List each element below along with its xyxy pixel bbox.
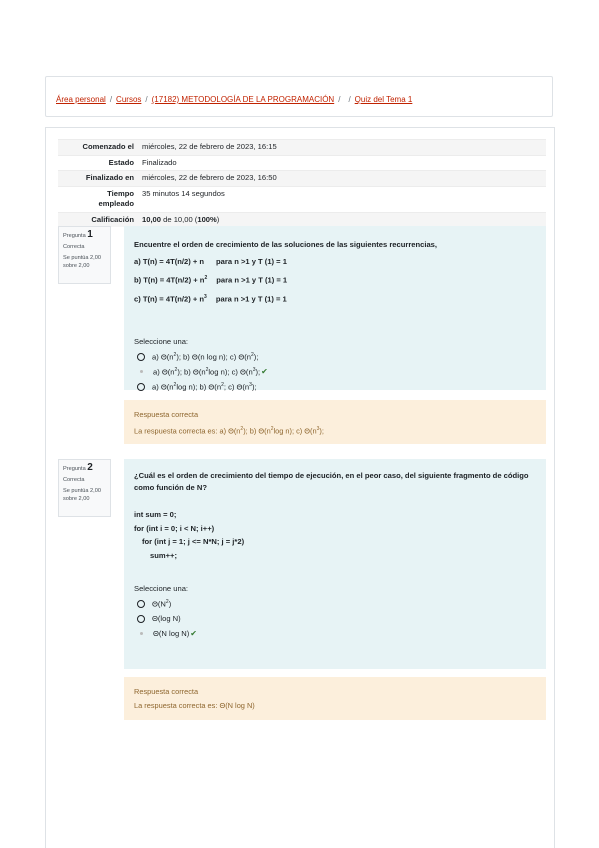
question-1-status: Correcta bbox=[63, 244, 85, 250]
radio-button[interactable] bbox=[137, 383, 145, 391]
recurrence-a bbox=[134, 254, 536, 270]
summary-row-state bbox=[58, 155, 546, 171]
question-2-status: Correcta bbox=[63, 477, 85, 483]
answer-option-c[interactable] bbox=[134, 379, 536, 394]
recurrence-b-prefix: b) T(n) = 4T(n/2) + n bbox=[134, 275, 205, 285]
question-2-grade: Se puntúa 2,00 sobre 2,00 bbox=[63, 488, 101, 502]
radio-button-selected[interactable] bbox=[140, 632, 143, 635]
grade-rest: de 10,00 ( bbox=[163, 214, 198, 224]
grade-close: ) bbox=[216, 214, 220, 224]
answer-option-nlogn[interactable] bbox=[134, 626, 536, 641]
summary-row-time bbox=[58, 186, 546, 212]
answer-option-text: $\Theta(N^2)$ bbox=[152, 598, 172, 609]
question-2-number-line bbox=[63, 464, 106, 473]
summary-finished-label: Finalizado en bbox=[58, 171, 138, 187]
breadcrumb-quiz-link[interactable]: Quiz del Tema 1 bbox=[354, 95, 413, 104]
grade-score: 10,00 bbox=[142, 214, 162, 224]
code-line-3: for (int j = 1; j <= N*N; j = j*2) bbox=[142, 537, 245, 546]
summary-time-label-2: empleado bbox=[98, 199, 134, 208]
question-2-formulation bbox=[124, 459, 546, 669]
radio-button-selected[interactable] bbox=[140, 370, 143, 373]
code-line-2: for (int i = 0; i < N; i++) bbox=[134, 523, 215, 533]
breadcrumb-separator: / bbox=[338, 95, 341, 104]
summary-row-started bbox=[58, 140, 546, 156]
breadcrumb-home-link[interactable]: Área personal bbox=[56, 95, 106, 104]
answer-option-text: Θ(N log N) bbox=[153, 629, 190, 638]
question-2-feedback-title: Respuesta correcta bbox=[134, 687, 199, 696]
question-1-statement: Encuentre el orden de crecimiento de las soluciones de las siguientes recurrencias, bbox=[134, 240, 438, 249]
recurrence-a-suffix: para n >1 y T (1) = 1 bbox=[216, 257, 287, 266]
question-1-text bbox=[134, 237, 536, 307]
check-icon: ✔ bbox=[261, 367, 268, 377]
code-line-1: int sum = 0; bbox=[134, 510, 177, 519]
summary-started-value: miércoles, 22 de febrero de 2023, 16:15 bbox=[138, 140, 546, 156]
summary-state-label: Estado bbox=[58, 155, 138, 171]
recurrence-c bbox=[134, 289, 536, 308]
question-2-answers bbox=[134, 596, 536, 641]
question-1-info bbox=[58, 226, 111, 284]
summary-row-finished bbox=[58, 171, 546, 187]
answer-option-logn[interactable] bbox=[134, 611, 536, 626]
question-1-feedback bbox=[124, 400, 546, 444]
question-1-label: Pregunta bbox=[63, 233, 86, 239]
question-2-info bbox=[58, 459, 111, 517]
recurrence-b bbox=[134, 270, 536, 289]
breadcrumb-separator: / bbox=[348, 95, 351, 104]
summary-time-label-1: Tiempo bbox=[107, 188, 134, 198]
summary-state-value: Finalizado bbox=[138, 155, 546, 171]
answer-option-n2[interactable] bbox=[134, 596, 536, 611]
breadcrumb-bar bbox=[45, 76, 553, 117]
recurrence-b-exponent: 2 bbox=[204, 275, 208, 281]
breadcrumb-separator: / bbox=[145, 95, 148, 104]
radio-button[interactable] bbox=[137, 353, 145, 361]
question-1-feedback-title: Respuesta correcta bbox=[134, 410, 199, 419]
question-1-number-line bbox=[63, 231, 106, 240]
grade-percent: 100% bbox=[197, 214, 217, 224]
summary-grade-value bbox=[138, 212, 546, 227]
question-1-feedback-text: La respuesta correcta es: a) $\Theta(n^2)$; b) $\Theta(n^2\log$ n); c) $\Theta(n^3)$; bbox=[134, 426, 324, 436]
attempt-summary-table bbox=[58, 139, 546, 227]
question-1-formulation bbox=[124, 226, 546, 390]
answer-option-text: a) $\Theta(n^2\log$ n); b) $\Theta(n^2$; c) $\Theta(n^3)$; bbox=[152, 381, 257, 392]
summary-finished-value: miércoles, 22 de febrero de 2023, 16:50 bbox=[138, 171, 546, 187]
check-icon: ✔ bbox=[190, 629, 197, 638]
code-snippet bbox=[134, 508, 536, 562]
answer-option-b[interactable] bbox=[134, 364, 536, 379]
summary-row-grade bbox=[58, 212, 546, 227]
question-2-prompt: Seleccione una: bbox=[134, 584, 189, 593]
recurrence-c-suffix: para n >1 y T (1) = 1 bbox=[215, 294, 287, 304]
breadcrumb-courses-link[interactable]: Cursos bbox=[116, 95, 142, 104]
recurrence-c-prefix: c) T(n) = 4T(n/2) + n bbox=[134, 294, 205, 304]
summary-started-label: Comenzado el bbox=[58, 140, 138, 156]
question-2-feedback-text: La respuesta correcta es: Θ(N log N) bbox=[134, 701, 255, 710]
question-1-grade: Se puntúa 2,00 sobre 2,00 bbox=[63, 255, 101, 269]
question-2-number: 2 bbox=[87, 462, 93, 473]
question-1-answers bbox=[134, 349, 536, 394]
breadcrumb-course-link[interactable]: (17182) METODOLOGÍA DE LA PROGRAMACIÓN bbox=[151, 95, 335, 104]
question-1-feedback-prefix: La respuesta correcta es: bbox=[134, 426, 218, 436]
answer-option-text: a) $\Theta(n^2)$; b) Θ(n log n); c) $\Theta(n^2)$; bbox=[152, 351, 259, 362]
summary-time-value: 35 minutos 14 segundos bbox=[138, 186, 546, 212]
summary-time-label bbox=[58, 186, 138, 212]
answer-option-text: a) $\Theta(n^2)$; b) $\Theta(n^2\log$ n); c) $\Theta(n^3)$; bbox=[153, 366, 261, 377]
question-2-label: Pregunta bbox=[63, 466, 86, 472]
breadcrumb-separator: / bbox=[109, 95, 113, 104]
question-1-number: 1 bbox=[87, 229, 93, 240]
radio-button[interactable] bbox=[137, 600, 145, 608]
question-2-statement: ¿Cuál es el orden de crecimiento del tiempo de ejecución, en el peor caso, del siguiente fragmento de código como función de N? bbox=[134, 471, 529, 492]
quiz-review-region bbox=[45, 127, 555, 848]
answer-option-a[interactable] bbox=[134, 349, 536, 364]
breadcrumb bbox=[56, 95, 412, 104]
summary-grade-label: Calificación bbox=[58, 212, 138, 227]
recurrence-a-prefix: a) T(n) = 4T(n/2) + n bbox=[134, 257, 205, 266]
recurrence-c-exponent: 3 bbox=[204, 293, 207, 300]
code-line-4: sum++; bbox=[150, 550, 178, 560]
question-1-prompt: Seleccione una: bbox=[134, 337, 189, 347]
radio-button[interactable] bbox=[137, 615, 145, 623]
question-2-feedback bbox=[124, 677, 546, 720]
recurrence-b-suffix: para n >1 y T (1) = 1 bbox=[216, 275, 288, 285]
answer-option-text: Θ(log N) bbox=[152, 614, 181, 623]
